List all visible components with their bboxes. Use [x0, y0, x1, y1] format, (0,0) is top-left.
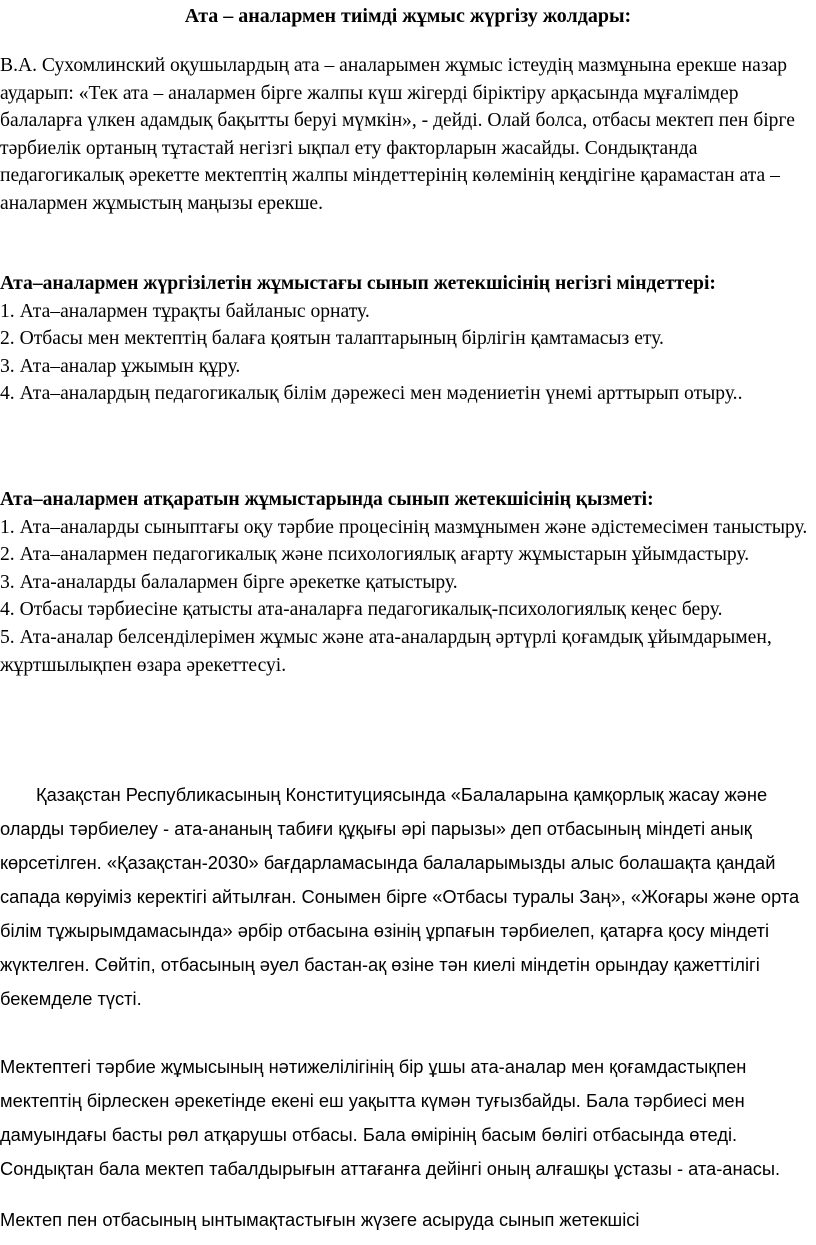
- page-title: Ата – аналармен тиімді жұмыс жүргізу жолдары:: [184, 5, 632, 27]
- list-item: 2. Отбасы мен мектептің балаға қоятын талаптарының бірлігін қамтамасыз ету.: [0, 328, 664, 350]
- constitution-paragraph: Қазақстан Республикасының Конституциясында «Балаларына қамқорлық жасау және оларды тәрбиелеу - ата-ананың табиғи құқығы әрі парызы» деп отбасының міндеті анық көрсетілген. «Қазақстан-2030» бағдарламасында балаларымызды алыс болашақта қандай сапада көруіміз керектігі айтылған. Сонымен бірге «Отбасы туралы Заң», «Жоғары және орта білім тұжырымдамасында» әрбір отбасына өзінің ұрпағын тәрбиелеп, қатарға қосу міндеті жүктелген. Сөйтіп, отбасының әуел бастан-ақ өзіне тән киелі міндетін орындау қажеттілігі бекемделе түсті.: [0, 784, 800, 1009]
- list-item: 4. Отбасы тәрбиесіне қатысты ата-аналарға педагогикалық-психологиялық кеңес беру.: [0, 599, 723, 621]
- list-item: 1. Ата–аналармен тұрақты байланыс орнату.: [0, 300, 370, 322]
- school-paragraph: Мектептегі тәрбие жұмысының нәтижелілігінің бір ұшы ата-аналар мен қоғамдастықпен мектептің бірлескен әрекетінде екені еш уақытта күмән туғызбайды. Бала тәрбиесі мен дамуындағы басты рөл атқарушы отбасы. Бала өмірінің басым бөлігі отбасында өтеді. Сондықтан бала мектеп табалдырығын аттағанға дейінгі оның алғашқы ұстазы - ата-анасы.: [0, 1056, 781, 1179]
- intro-paragraph: В.А. Сухомлинский оқушылардың ата – аналарымен жұмыс істеудің мазмұнына ерекше назар аударып: «Тек ата – аналармен бірге жалпы күш жігерді біріктіру арқасында мұғалімдер балаларға үлкен адамдық бақытты беруі мүмкін», - дейді. Олай болса, отбасы мектеп пен бірге тәрбиелік ортаның тұтастай негізгі ықпал ету факторларын жасайды. Сондықтанда педагогикалық әрекетте мектептің жалпы міндеттерінің көлемінің кеңдігіне қарамастан ата – аналармен жұмыстың маңызы ерекше.: [0, 55, 795, 214]
- list-item: 1. Ата–аналарды сыныптағы оқу тәрбие процесінің мазмұнымен және әдістемесімен таныстыру.: [0, 516, 808, 538]
- section-duties-list: [0, 298, 812, 408]
- section-duties-heading: Ата–аналармен жүргізілетін жұмыстағы сынып жетекшісінің негізгі міндеттері:: [0, 273, 716, 294]
- list-item: 4. Ата–аналардың педагогикалық білім дәрежесі мен мәдениетін үнемі арттырып отыру..: [0, 383, 743, 405]
- section-functions-heading: Ата–аналармен атқаратын жұмыстарында сынып жетекшісінің қызметі:: [0, 489, 654, 510]
- section-duties: [0, 270, 812, 408]
- list-item: 5. Ата-аналар белсенділерімен жұмыс және ата-аналардың әртүрлі қоғамдық ұйымдарымен, жұртшылықпен өзара әрекеттесуі.: [0, 626, 772, 676]
- list-item: 2. Ата–аналармен педагогикалық және психологиялық ағарту жұмыстарын ұйымдастыру.: [0, 544, 750, 566]
- last-paragraph: Мектеп пен отбасының ынтымақтастығын жүзеге асыруда сынып жетекшісі: [0, 1209, 640, 1230]
- list-item: 3. Ата–аналар ұжымын құру.: [0, 355, 241, 377]
- list-item: 3. Ата-аналарды балалармен бірге әрекетке қатыстыру.: [0, 571, 458, 593]
- section-functions-list: [0, 514, 812, 680]
- section-functions: [0, 486, 812, 679]
